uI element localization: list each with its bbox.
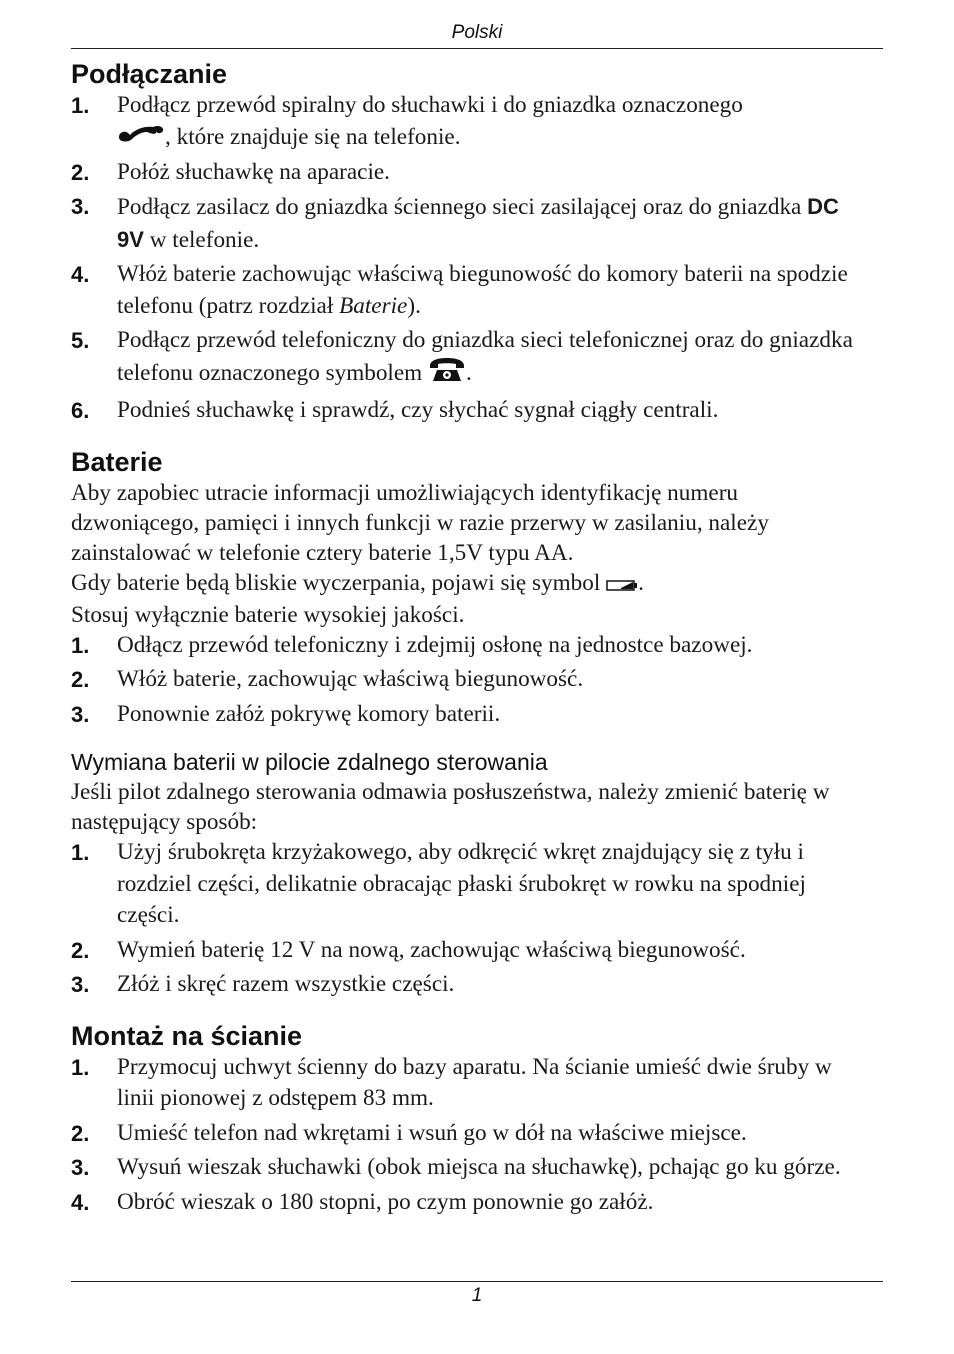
step-number: 1. xyxy=(71,93,90,118)
step-text: Wysuń wieszak słuchawki (obok miejsca na słuchawkę), pchając go ku górze. xyxy=(117,1154,841,1181)
list-item xyxy=(71,969,871,1001)
batteries-low-note xyxy=(71,568,871,600)
step-number: 1. xyxy=(71,632,90,658)
list-item xyxy=(71,935,871,967)
list-item xyxy=(71,90,871,154)
step-text: Włóż baterie zachowując właściwą biegunowość do komory baterii na spodzie telefonu (patrz rozdział xyxy=(117,261,848,319)
step-text: Złóż i skręć razem wszystkie części. xyxy=(117,971,455,998)
section-title-remote: Wymiana baterii w pilocie zdalnego sterowania xyxy=(71,749,548,776)
section-title-batteries: Baterie xyxy=(71,446,163,477)
step-number: 2. xyxy=(71,667,90,693)
chapter-reference: Baterie xyxy=(339,292,408,319)
list-item xyxy=(71,664,871,696)
list-item xyxy=(71,157,871,189)
list-item xyxy=(71,259,871,322)
step-text: w telefonie. xyxy=(143,226,260,253)
batteries-quality-note: Stosuj wyłącznie baterie wysokiej jakości. xyxy=(71,601,465,628)
batteries-low-text: Gdy baterie będą bliskie wyczerpania, pojawi się symbol xyxy=(71,569,607,596)
step-number: 4. xyxy=(71,262,90,288)
step-text: . xyxy=(466,360,472,386)
list-item xyxy=(71,699,871,731)
step-text: Podłącz zasilacz do gniazdka ściennego sieci zasilającej oraz do gniazdka xyxy=(117,194,808,221)
step-text: Umieść telefon nad wkrętami i wsuń go w dół na właściwe miejsce. xyxy=(117,1119,747,1146)
step-number: 2. xyxy=(71,159,90,185)
list-item xyxy=(71,630,871,662)
page-content xyxy=(71,58,871,1221)
step-text: Podłącz przewód telefoniczny do gniazdka sieci telefonicznej oraz do gniazdka telefonu oznaczonego symbolem xyxy=(117,327,853,386)
step-text: Wymień baterię 12 V na nową, zachowując właściwą biegunowość. xyxy=(117,936,746,963)
telephone-icon xyxy=(428,357,466,393)
step-text: Przymocuj uchwyt ścienny do bazy aparatu. Na ścianie umieść dwie śruby w linii pionowej z odstępem 83 mm. xyxy=(117,1053,832,1112)
dc-jack-label: DC 9V xyxy=(117,194,839,252)
step-number: 3. xyxy=(71,972,90,998)
step-number: 5. xyxy=(71,328,90,354)
list-item xyxy=(71,1152,871,1184)
step-text: , które znajduje się na telefonie. xyxy=(165,123,461,150)
step-number: 2. xyxy=(71,1120,90,1146)
remote-steps xyxy=(71,837,871,1001)
step-number: 3. xyxy=(71,701,90,727)
batteries-intro: Aby zapobiec utracie informacji umożliwiających identyfikację numeru dzwoniącego, pamięci i innych funkcji w razie przerwy w zasilaniu, należy zainstalować w telefonie cztery baterie 1,5V typu AA. xyxy=(71,479,769,566)
section-title-connecting: Podłączanie xyxy=(71,59,228,89)
step-text: ). xyxy=(407,292,421,319)
header-language: Polski xyxy=(451,22,503,43)
battery-low-icon xyxy=(606,570,638,600)
page-number: 1 xyxy=(471,1285,483,1306)
step-text: Podnieś słuchawkę i sprawdź, czy słychać sygnał ciągły centrali. xyxy=(117,397,719,424)
step-number: 3. xyxy=(71,194,90,220)
step-text: Odłącz przewód telefoniczny i zdejmij osłonę na jednostce bazowej. xyxy=(117,631,753,658)
list-item xyxy=(71,837,871,932)
step-number: 1. xyxy=(71,840,90,866)
step-text: Połóż słuchawkę na aparacie. xyxy=(117,158,390,185)
step-number: 4. xyxy=(71,1189,90,1215)
step-number: 6. xyxy=(71,398,90,424)
step-text: Włóż baterie, zachowując właściwą biegunowość. xyxy=(117,666,584,693)
list-item xyxy=(71,191,871,256)
connecting-steps xyxy=(71,90,871,427)
list-item xyxy=(71,1118,871,1150)
step-number: 1. xyxy=(71,1054,90,1080)
wall-steps xyxy=(71,1052,871,1219)
batteries-low-text: . xyxy=(638,569,644,596)
step-text: Ponownie załóż pokrywę komory baterii. xyxy=(117,700,501,727)
step-number: 2. xyxy=(71,937,90,963)
step-text: Obróć wieszak o 180 stopni, po czym ponownie go załóż. xyxy=(117,1188,654,1215)
footer-rule xyxy=(71,1281,883,1282)
handset-icon xyxy=(117,122,165,154)
section-title-wall-mount: Montaż na ścianie xyxy=(71,1020,303,1051)
list-item xyxy=(71,325,871,392)
step-text: Użyj śrubokręta krzyżakowego, aby odkręcić wkręt znajdujący się z tyłu i rozdziel części, delikatnie obracając płaski śrubokręt w rowku na spodniej części. xyxy=(117,839,806,929)
list-item xyxy=(71,1052,871,1115)
header-rule xyxy=(71,48,883,49)
list-item xyxy=(71,395,871,427)
step-number: 3. xyxy=(71,1155,90,1181)
list-item xyxy=(71,1187,871,1219)
remote-intro: Jeśli pilot zdalnego sterowania odmawia posłuszeństwa, należy zmienić baterię w następujący sposób: xyxy=(71,779,830,836)
batteries-steps xyxy=(71,630,871,731)
step-text: Podłącz przewód spiralny do słuchawki i do gniazdka oznaczonego xyxy=(117,92,743,118)
